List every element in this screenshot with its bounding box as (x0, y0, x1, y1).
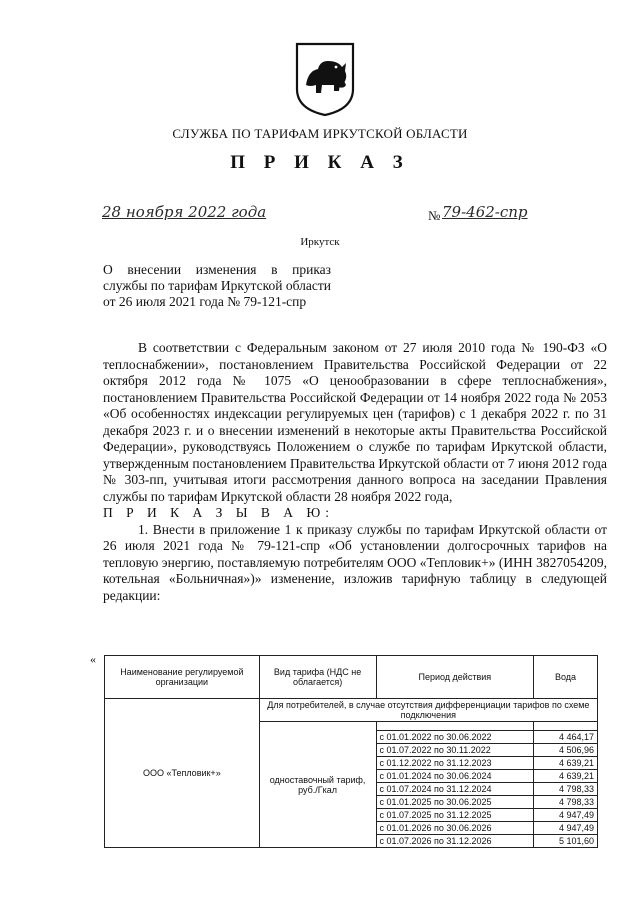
header-water: Вода (534, 656, 598, 699)
document-type: П Р И К А З (230, 152, 410, 173)
period-cell: с 01.01.2024 по 30.06.2024 (376, 770, 534, 783)
value-cell: 4 639,21 (534, 757, 598, 770)
tariff-table (104, 655, 598, 848)
header-tariff-type: Вид тарифа (НДС не облагается) (259, 656, 376, 699)
handwritten-number: 79-462-спр (442, 203, 528, 221)
item-1-paragraph: 1. Внести в приложение 1 к приказу службы по тарифам Иркутской области от 26 июля 2021 года № 79-121-спр «Об установлении долгосрочных тарифов на тепловую энергию, поставляемую потребителям ООО «Тепловик+» (ИНН 3827054209, котельная «Больничная»)» изменение, изложив тарифную таблицу в следующей редакции: (103, 521, 607, 603)
value-cell: 4 947,49 (534, 809, 598, 822)
organization-name: СЛУЖБА ПО ТАРИФАМ ИРКУТСКОЙ ОБЛАСТИ (172, 126, 468, 141)
document-subject: О внесении изменения в приказ службы по тарифам Иркутской области от 26 июля 2021 года № 79-121-спр (103, 262, 331, 309)
opening-quote-mark: « (90, 652, 96, 666)
value-cell: 4 639,21 (534, 770, 598, 783)
value-cell: 4 464,17 (534, 731, 598, 744)
value-cell: 5 101,60 (534, 835, 598, 848)
number-label: № (428, 208, 441, 223)
period-cell: с 01.07.2026 по 31.12.2026 (376, 835, 534, 848)
table-header-row (105, 656, 598, 699)
organization-cell: ООО «Тепловик+» (105, 699, 260, 848)
group-label-cell: Для потребителей, в случае отсутствия дифференциации тарифов по схеме подключения (259, 699, 597, 722)
period-cell: с 01.01.2022 по 30.06.2022 (376, 731, 534, 744)
city: Иркутск (300, 236, 340, 248)
tariff-type-cell: одноставочный тариф, руб./Гкал (259, 722, 376, 848)
document-body (103, 340, 607, 604)
value-cell: 4 798,33 (534, 796, 598, 809)
preamble-paragraph: В соответствии с Федеральным законом от 27 июля 2010 года № 190-ФЗ «О теплоснабжении», постановлением Правительства Российской Федерации от 22 октября 2012 года № 1075 «О ценообразовании в сфере теплоснабжения», постановлением Правительства Российской Федерации от 14 ноября 2022 года № 2053 «Об особенностях индексации регулируемых цен (тарифов) с 1 декабря 2022 г. по 31 декабря 2023 г. и о внесении изменений в некоторые акты Правительства Российской Федерации», руководствуясь Положением о службе по тарифам Иркутской области, утвержденным постановлением Правительства Иркутской области от 7 июня 2012 года № 303-пп, учитывая итоги рассмотрения данного вопроса на заседании Правления службы по тарифам Иркутской области 28 ноября 2022 года, (103, 340, 607, 504)
coat-of-arms-emblem (294, 41, 356, 117)
period-cell: с 01.07.2024 по 31.12.2024 (376, 783, 534, 796)
table-group-row (105, 699, 598, 722)
handwritten-date: 28 ноября 2022 года (102, 203, 267, 221)
period-cell: с 01.07.2025 по 31.12.2025 (376, 809, 534, 822)
header-period: Период действия (376, 656, 534, 699)
value-cell: 4 506,96 (534, 744, 598, 757)
header-organization: Наименование регулируемой организации (105, 656, 260, 699)
period-cell: с 01.07.2022 по 30.11.2022 (376, 744, 534, 757)
period-cell: с 01.01.2025 по 30.06.2025 (376, 796, 534, 809)
value-cell: 4 947,49 (534, 822, 598, 835)
order-word: П Р И К А З Ы В А Ю: (103, 505, 335, 520)
period-cell: с 01.01.2026 по 30.06.2026 (376, 822, 534, 835)
value-cell: 4 798,33 (534, 783, 598, 796)
period-cell: с 01.12.2022 по 31.12.2023 (376, 757, 534, 770)
